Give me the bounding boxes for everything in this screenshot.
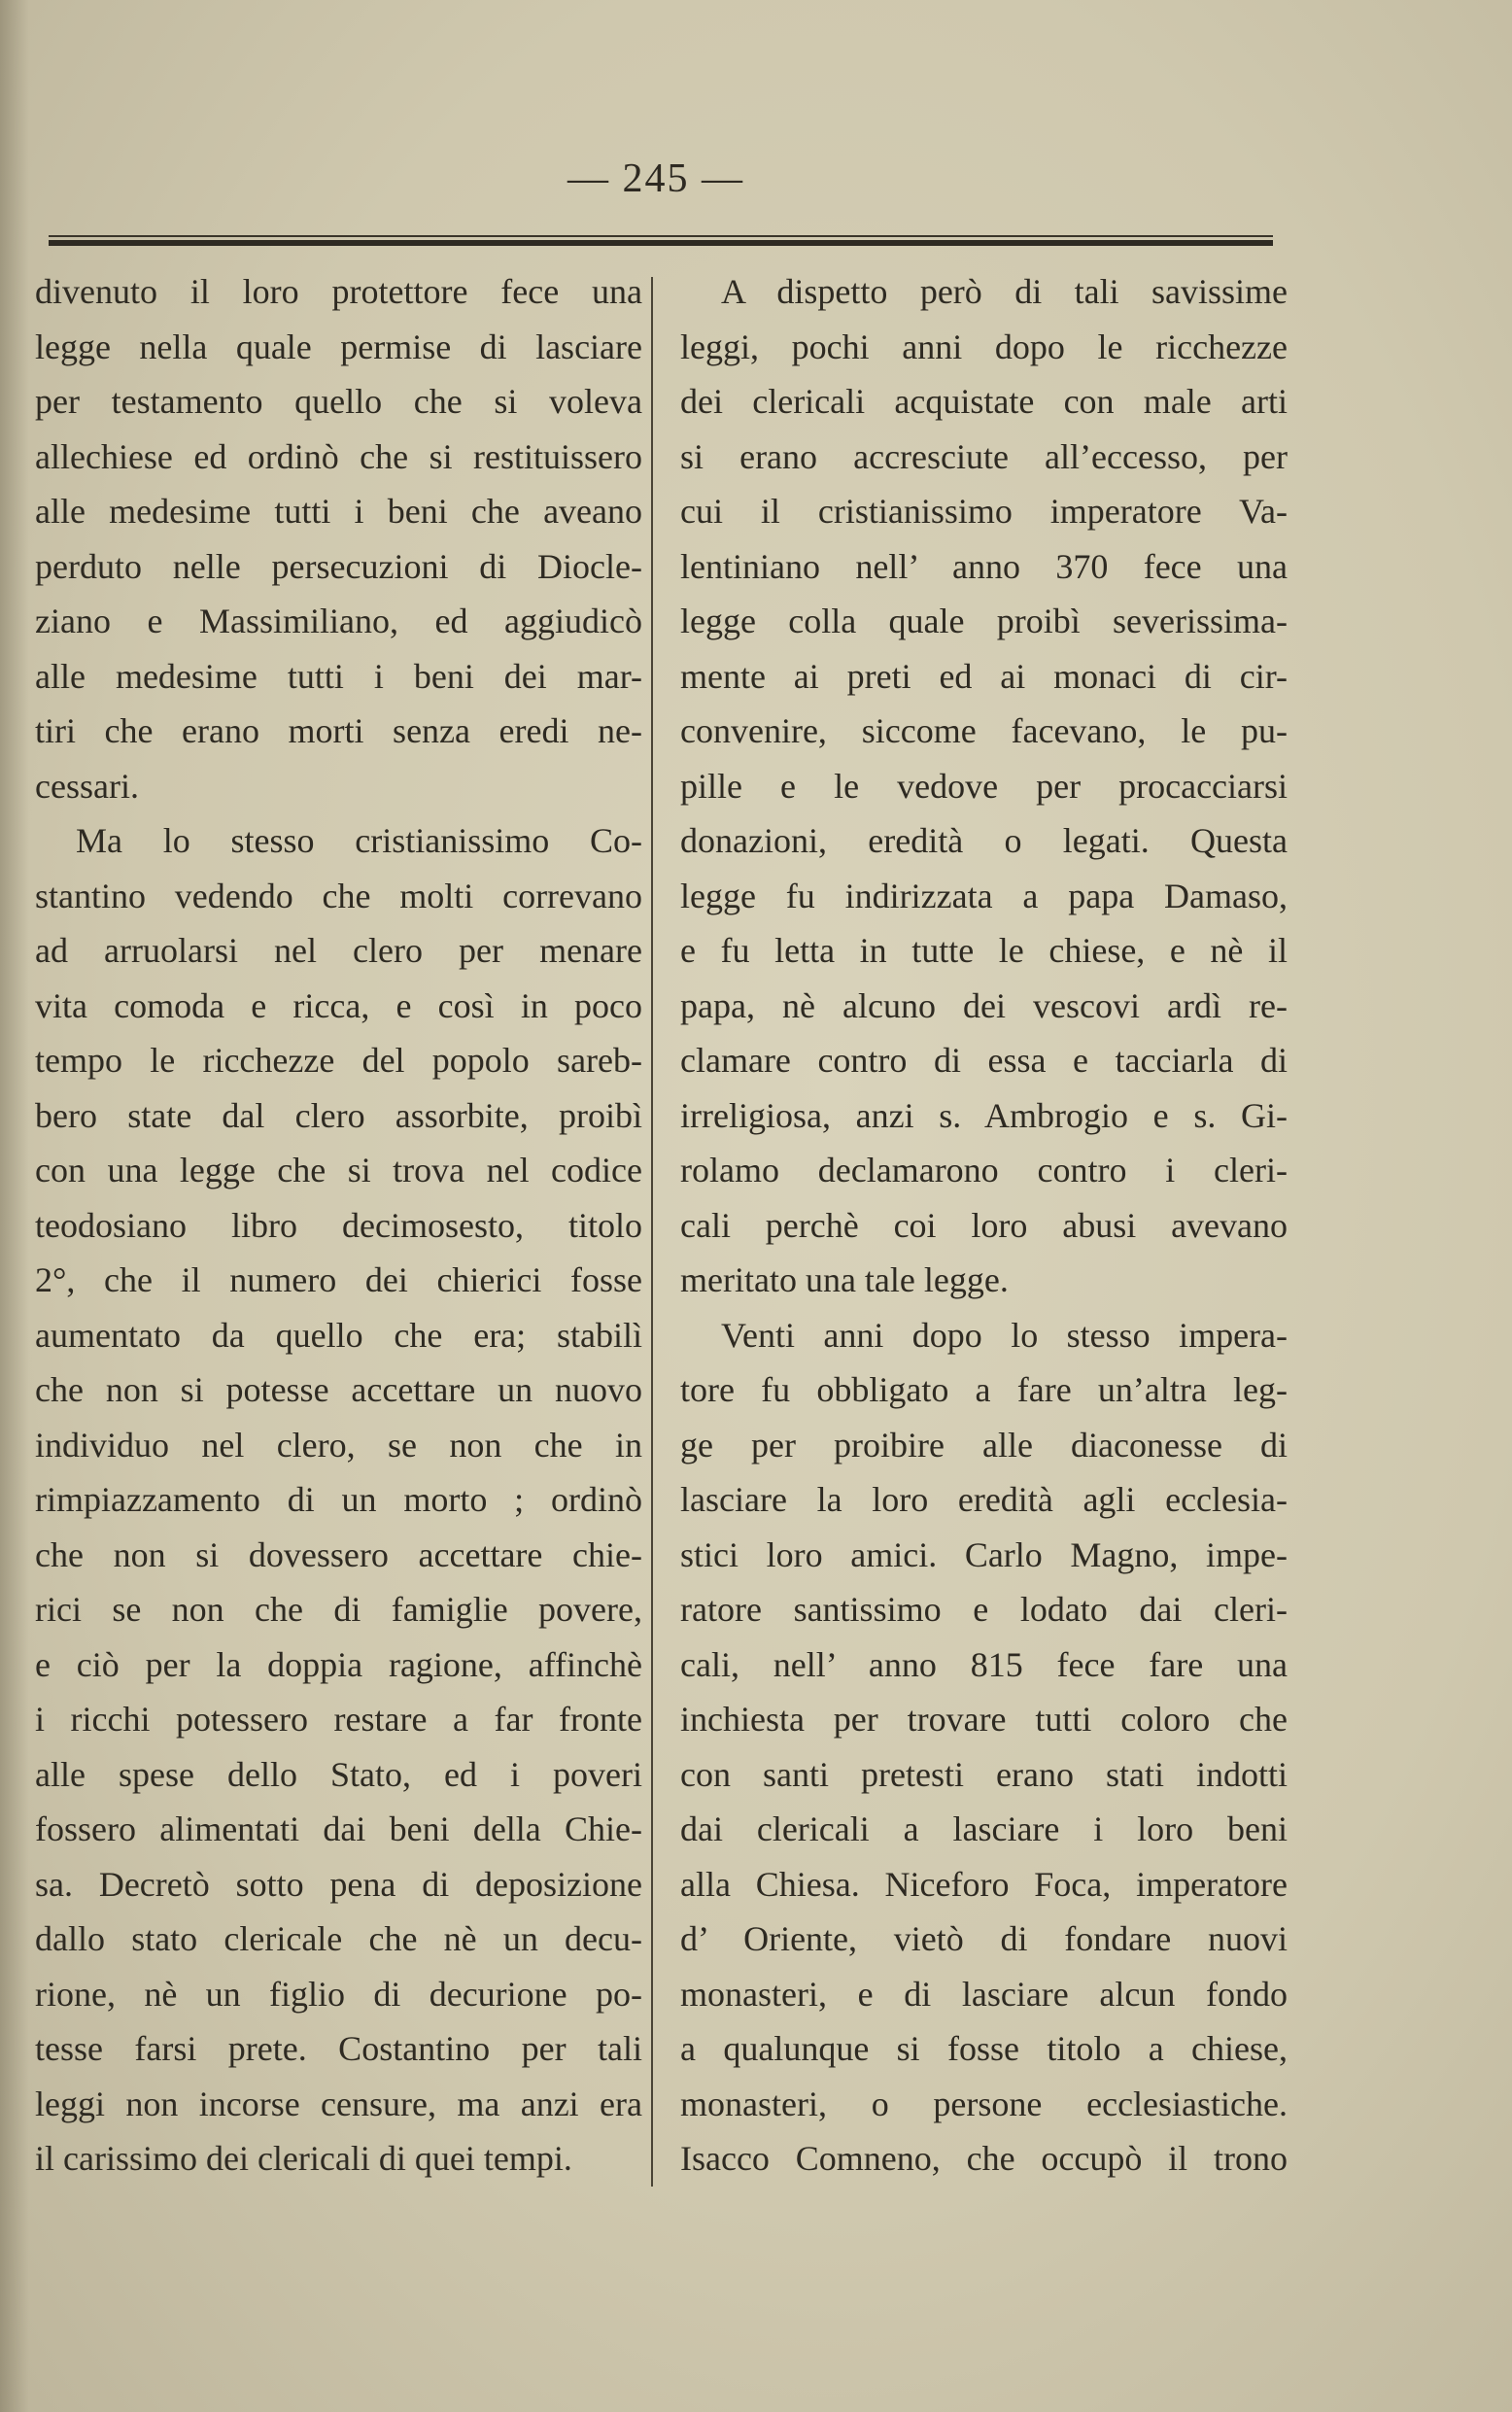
text-line: legge nella quale permise di lasciare — [35, 327, 642, 366]
text-line: Isacco Comneno, che occupò il trono — [680, 2139, 1288, 2178]
text-line: stici loro amici. Carlo Magno, impe- — [680, 1534, 1288, 1574]
text-line: tesse farsi prete. Costantino per tali — [35, 2029, 642, 2068]
text-line: che non si dovessero accettare chie- — [35, 1534, 642, 1574]
text-line: rici se non che di famiglie povere, — [35, 1590, 642, 1629]
text-line: alle spese dello Stato, ed i poveri — [35, 1754, 642, 1794]
text-line: si erano accresciute all’eccesso, per — [680, 436, 1288, 476]
text-line: lasciare la loro eredità agli ecclesia- — [680, 1480, 1288, 1519]
text-line: rimpiazzamento di un morto ; ordinò — [35, 1480, 642, 1519]
text-line: dai clericali a lasciare i loro beni — [680, 1809, 1288, 1848]
text-line: dallo stato clericale che nè un decu- — [35, 1919, 642, 1958]
text-line: stantino vedendo che molti correvano — [35, 876, 642, 915]
text-line: i ricchi potessero restare a far fronte — [35, 1700, 642, 1739]
header-rule-thick — [49, 240, 1273, 246]
text-line: aumentato da quello che era; stabilì — [35, 1315, 642, 1355]
text-line: rione, nè un figlio di decurione po- — [35, 1974, 642, 2014]
text-line: ziano e Massimiliano, ed aggiudicò — [35, 602, 642, 640]
text-line: Ma lo stesso cristianissimo Co- — [76, 821, 642, 860]
text-line: pille e le vedove per procacciarsi — [680, 766, 1288, 806]
text-line: alle medesime tutti i beni che aveano — [35, 492, 642, 531]
text-line: donazioni, eredità o legati. Questa — [680, 821, 1288, 860]
text-line: leggi, pochi anni dopo le ricchezze — [680, 327, 1288, 366]
text-line: meritato una tale legge. — [680, 1260, 1009, 1299]
text-line: inchiesta per trovare tutti coloro che — [680, 1700, 1288, 1739]
column-divider — [651, 277, 653, 2187]
text-line: cali perchè coi loro abusi avevano — [680, 1205, 1288, 1245]
text-line: teodosiano libro decimosesto, titolo — [35, 1205, 642, 1245]
text-line: clamare contro di essa e tacciarla di — [680, 1041, 1288, 1080]
text-line: alle medesime tutti i beni dei mar- — [35, 656, 642, 696]
text-line: monasteri, e di lasciare alcun fondo — [680, 1974, 1288, 2014]
text-line: Venti anni dopo lo stesso impera- — [721, 1315, 1288, 1355]
left-column — [35, 264, 642, 2187]
text-line: 2°, che il numero dei chierici fosse — [35, 1260, 642, 1299]
text-line: ge per proibire alle diaconesse di — [680, 1425, 1288, 1464]
text-line: vita comoda e ricca, e così in poco — [35, 985, 642, 1025]
text-line: cessari. — [35, 766, 139, 806]
text-line: ratore santissimo e lodato dai cleri- — [680, 1590, 1288, 1629]
text-line: con santi pretesti erano stati indotti — [680, 1754, 1288, 1794]
text-line: monasteri, o persone ecclesiastiche. — [680, 2084, 1288, 2123]
text-line: mente ai preti ed ai monaci di cir- — [680, 656, 1288, 696]
text-line: legge colla quale proibì severissima- — [680, 602, 1288, 640]
text-line: legge fu indirizzata a papa Damaso, — [680, 876, 1288, 915]
text-line: papa, nè alcuno dei vescovi ardì re- — [680, 985, 1288, 1025]
text-line: perduto nelle persecuzioni di Diocle- — [35, 546, 642, 586]
text-line: alla Chiesa. Niceforo Foca, imperatore — [680, 1864, 1288, 1904]
header-rule-thin — [49, 235, 1273, 237]
text-line: e fu letta in tutte le chiese, e nè il — [680, 931, 1288, 970]
text-line: tore fu obbligato a fare un’altra leg- — [680, 1370, 1288, 1409]
right-column — [680, 264, 1288, 2187]
text-line: tempo le ricchezze del popolo sareb- — [35, 1041, 642, 1080]
text-line: irreligiosa, anzi s. Ambrogio e s. Gi- — [680, 1095, 1288, 1135]
text-line: divenuto il loro protettore fece una — [35, 272, 642, 311]
text-line: per testamento quello che si voleva — [35, 382, 642, 421]
text-line: fossero alimentati dai beni della Chie- — [35, 1809, 642, 1848]
page-number: — 245 — — [567, 156, 744, 201]
text-line: tiri che erano morti senza eredi ne- — [35, 711, 642, 750]
text-line: ad arruolarsi nel clero per menare — [35, 931, 642, 970]
text-line: individuo nel clero, se non che in — [35, 1425, 642, 1464]
text-line: cui il cristianissimo imperatore Va- — [680, 492, 1288, 531]
text-line: che non si potesse accettare un nuovo — [35, 1370, 642, 1409]
text-line: a qualunque si fosse titolo a chiese, — [680, 2029, 1288, 2068]
text-line: il carissimo dei clericali di quei tempi. — [35, 2139, 572, 2178]
text-line: dei clericali acquistate con male arti — [680, 382, 1288, 421]
binding-shadow — [0, 0, 29, 2412]
text-line: allechiese ed ordinò che si restituissero — [35, 436, 642, 476]
text-line: convenire, siccome facevano, le pu- — [680, 711, 1288, 750]
text-line: d’ Oriente, vietò di fondare nuovi — [680, 1919, 1288, 1958]
text-line: con una legge che si trova nel codice — [35, 1151, 642, 1189]
text-line: A dispetto però di tali savissime — [721, 272, 1288, 311]
text-line: lentiniano nell’ anno 370 fece una — [680, 546, 1288, 586]
text-line: sa. Decretò sotto pena di deposizione — [35, 1864, 642, 1904]
text-line: bero state dal clero assorbite, proibì — [35, 1095, 642, 1135]
text-line: rolamo declamarono contro i cleri- — [680, 1151, 1288, 1189]
text-line: cali, nell’ anno 815 fece fare una — [680, 1644, 1288, 1684]
text-line: e ciò per la doppia ragione, affinchè — [35, 1644, 642, 1684]
text-line: leggi non incorse censure, ma anzi era — [35, 2084, 642, 2123]
